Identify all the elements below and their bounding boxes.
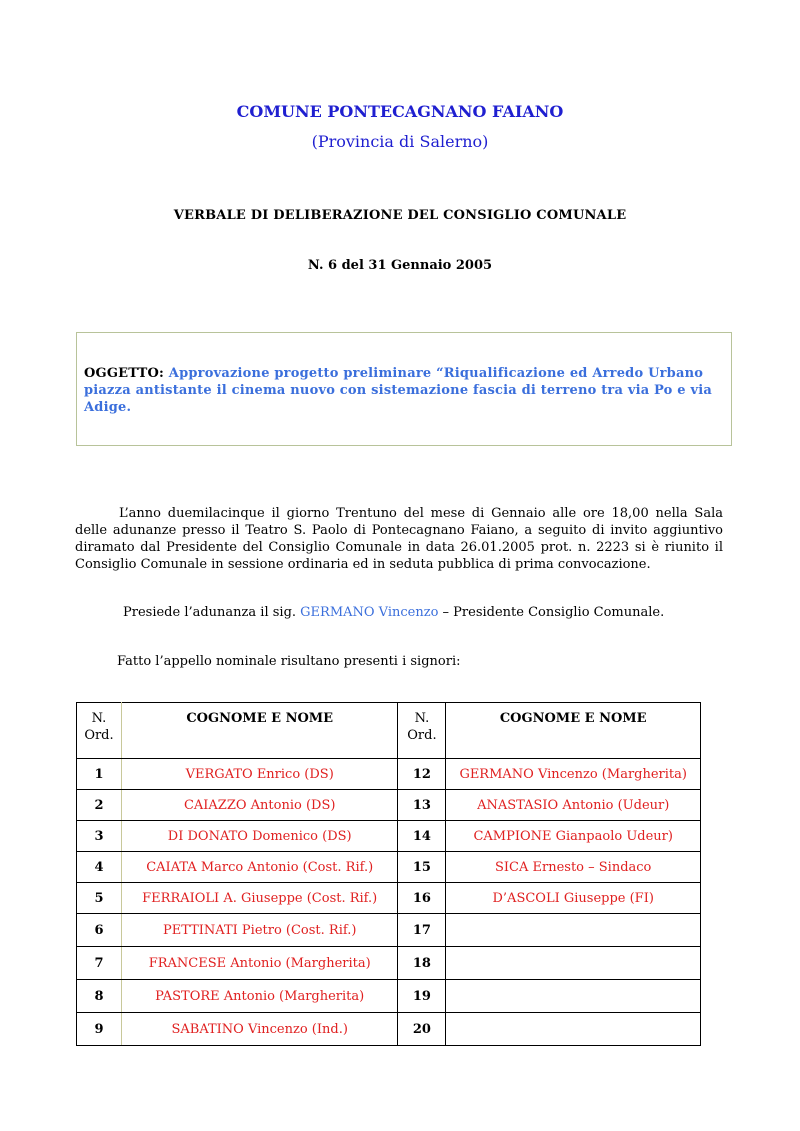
commune-title: COMUNE PONTECAGNANO FAIANO bbox=[236, 102, 564, 121]
table-row bbox=[77, 759, 701, 790]
ord-header-line1: N. bbox=[414, 711, 430, 726]
president-paragraph bbox=[123, 604, 723, 621]
ord-header-right bbox=[398, 703, 446, 759]
member-name: PASTORE Antonio (Margherita) bbox=[121, 980, 398, 1013]
table-row bbox=[77, 852, 701, 883]
order-number: 5 bbox=[77, 883, 122, 914]
ord-header-line2: Ord. bbox=[84, 728, 114, 743]
table-row bbox=[77, 790, 701, 821]
order-number: 4 bbox=[77, 852, 122, 883]
member-name: VERGATO Enrico (DS) bbox=[121, 759, 398, 790]
member-name: PETTINATI Pietro (Cost. Rif.) bbox=[121, 914, 398, 947]
member-name: CAIATA Marco Antonio (Cost. Rif.) bbox=[121, 852, 398, 883]
subject-box bbox=[76, 332, 732, 446]
member-name: GERMANO Vincenzo (Margherita) bbox=[446, 759, 701, 790]
ord-header-left bbox=[77, 703, 122, 759]
order-number: 7 bbox=[77, 947, 122, 980]
table-row bbox=[77, 947, 701, 980]
member-name: CAIAZZO Antonio (DS) bbox=[121, 790, 398, 821]
province-subtitle: (Provincia di Salerno) bbox=[311, 132, 489, 151]
roll-call-paragraph: Fatto l’appello nominale risultano presenti i signori: bbox=[117, 654, 461, 669]
deliberation-number: N. 6 del 31 Gennaio 2005 bbox=[307, 258, 493, 273]
member-name: ANASTASIO Antonio (Udeur) bbox=[446, 790, 701, 821]
table-row bbox=[77, 914, 701, 947]
table-row bbox=[77, 883, 701, 914]
order-number: 9 bbox=[77, 1013, 122, 1046]
member-name bbox=[446, 947, 701, 980]
president-name: GERMANO Vincenzo bbox=[300, 605, 439, 620]
session-paragraph: L’anno duemilacinque il giorno Trentuno del mese di Gennaio alle ore 18,00 nella Sala delle adunanze presso il Teatro S. Paolo di Pontecagnano Faiano, a seguito di invito aggiuntivo diramato dal Presidente del Consiglio Comunale in data 26.01.2005 prot. n. 2223 si è riunito il Consiglio Comunale in sessione ordinaria ed in seduta pubblica di prima convocazione. bbox=[75, 506, 723, 572]
order-number: 12 bbox=[398, 759, 446, 790]
table-row bbox=[77, 1013, 701, 1046]
subject-label: OGGETTO bbox=[84, 366, 160, 381]
order-number: 1 bbox=[77, 759, 122, 790]
member-name bbox=[446, 980, 701, 1013]
order-number: 18 bbox=[398, 947, 446, 980]
table-row bbox=[77, 821, 701, 852]
order-number: 13 bbox=[398, 790, 446, 821]
member-name: CAMPIONE Gianpaolo Udeur) bbox=[446, 821, 701, 852]
order-number: 17 bbox=[398, 914, 446, 947]
name-header-right: COGNOME E NOME bbox=[446, 703, 701, 759]
table-row bbox=[77, 980, 701, 1013]
member-name: FERRAIOLI A. Giuseppe (Cost. Rif.) bbox=[121, 883, 398, 914]
name-header-left: COGNOME E NOME bbox=[121, 703, 398, 759]
order-number: 20 bbox=[398, 1013, 446, 1046]
attendance-table bbox=[76, 702, 701, 1046]
ord-header-line1: N. bbox=[91, 711, 107, 726]
table-header-row bbox=[77, 703, 701, 759]
document-title: VERBALE DI DELIBERAZIONE DEL CONSIGLIO COMUNALE bbox=[173, 208, 627, 223]
member-name: SICA Ernesto – Sindaco bbox=[446, 852, 701, 883]
order-number: 6 bbox=[77, 914, 122, 947]
order-number: 19 bbox=[398, 980, 446, 1013]
member-name: D’ASCOLI Giuseppe (FI) bbox=[446, 883, 701, 914]
order-number: 14 bbox=[398, 821, 446, 852]
member-name: FRANCESE Antonio (Margherita) bbox=[121, 947, 398, 980]
order-number: 16 bbox=[398, 883, 446, 914]
ord-header-line2: Ord. bbox=[407, 728, 437, 743]
subject-text: Approvazione progetto preliminare “Riqualificazione ed Arredo Urbano piazza antistante il cinema nuovo con sistemazione fascia di terreno tra via Po e via Adige. bbox=[84, 366, 712, 415]
order-number: 8 bbox=[77, 980, 122, 1013]
member-name: DI DONATO Domenico (DS) bbox=[121, 821, 398, 852]
member-name bbox=[446, 1013, 701, 1046]
president-text-after: – Presidente Consiglio Comunale. bbox=[438, 605, 665, 620]
order-number: 2 bbox=[77, 790, 122, 821]
member-name: SABATINO Vincenzo (Ind.) bbox=[121, 1013, 398, 1046]
order-number: 3 bbox=[77, 821, 122, 852]
member-name bbox=[446, 914, 701, 947]
order-number: 15 bbox=[398, 852, 446, 883]
president-text-before: Presiede l’adunanza il sig. bbox=[123, 605, 301, 620]
subject-separator: : bbox=[159, 366, 169, 381]
